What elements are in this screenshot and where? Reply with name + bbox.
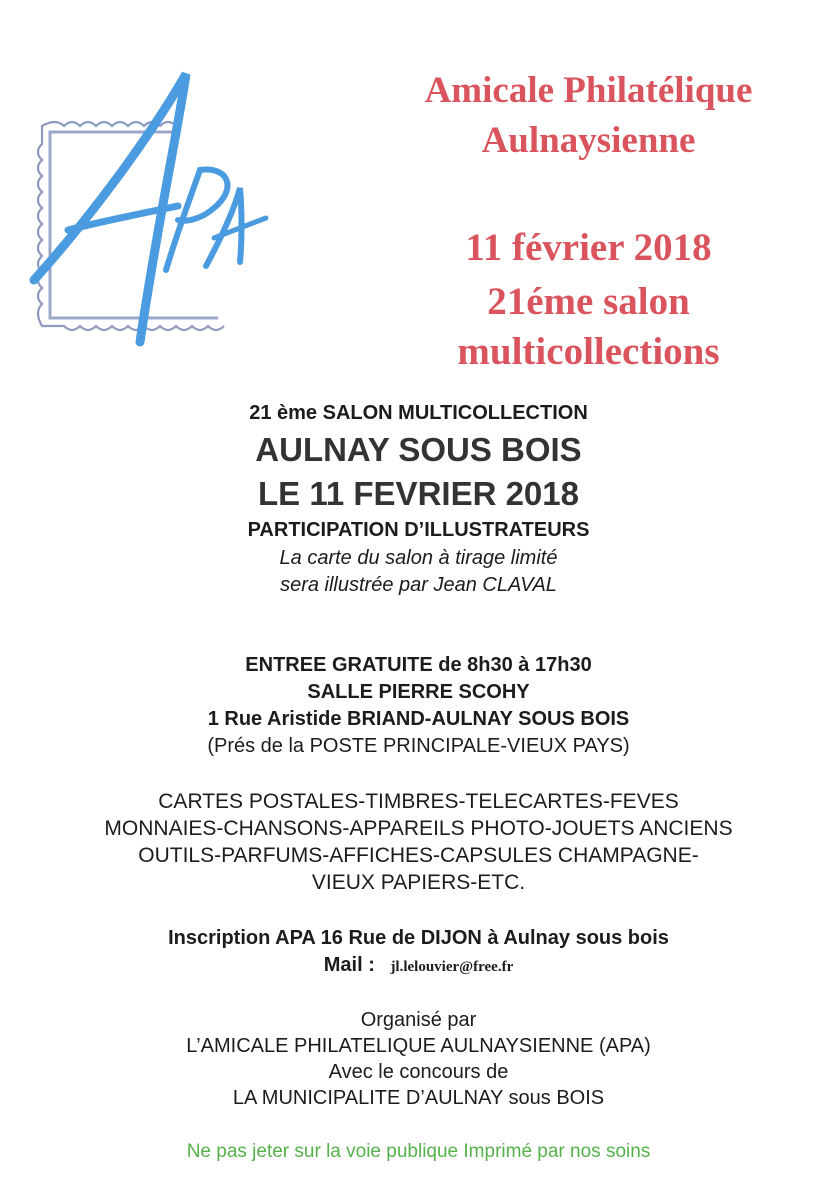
entry-info: ENTREE GRATUITE de 8h30 à 17h30 — [245, 654, 592, 676]
organizer-line3: Avec le concours de — [328, 1061, 509, 1083]
card-info-line1: La carte du salon à tirage limité — [279, 547, 558, 569]
organizer-line1: Organisé par — [360, 1009, 477, 1031]
org-name-line2: Aulnaysienne — [481, 120, 696, 161]
collections-line: VIEUX PAPIERS-ETC. — [311, 871, 526, 894]
apa-logo — [28, 70, 288, 355]
mail-address[interactable]: jl.lelouvier@free.fr — [390, 959, 514, 975]
collections-line: CARTES POSTALES-TIMBRES-TELECARTES-FEVES — [158, 790, 679, 813]
edition-line2: multicollections — [457, 330, 720, 373]
event-date: LE 11 FEVRIER 2018 — [258, 475, 579, 512]
collections-line: OUTILS-PARFUMS-AFFICHES-CAPSULES CHAMPAGNE- — [138, 844, 699, 867]
footer-notice: Ne pas jeter sur la voie publique Imprimé par nos soins — [186, 1141, 651, 1162]
organizer-line4: LA MUNICIPALITE D’AULNAY sous BOIS — [232, 1087, 605, 1109]
stamp-logo-icon — [28, 70, 288, 355]
venue-near: (Prés de la POSTE PRINCIPALE-VIEUX PAYS) — [207, 735, 630, 757]
org-name-line1: Amicale Philatélique — [424, 70, 753, 111]
mail-row — [0, 952, 837, 980]
mail-label: Mail : — [323, 954, 375, 976]
participation-text: PARTICIPATION D’ILLUSTRATEURS — [247, 519, 590, 541]
venue-hall: SALLE PIERRE SCOHY — [307, 681, 530, 703]
collections-line: MONNAIES-CHANSONS-APPAREILS PHOTO-JOUETS ANCIENS — [104, 817, 733, 840]
card-info-line2: sera illustrée par Jean CLAVAL — [280, 574, 557, 596]
edition-line1: 21éme salon — [487, 280, 690, 323]
salon-title: 21 ème SALON MULTICOLLECTION — [249, 402, 588, 424]
organizer-line2: L’AMICALE PHILATELIQUE AULNAYSIENNE (APA) — [186, 1035, 651, 1057]
event-city: AULNAY SOUS BOIS — [255, 431, 582, 468]
venue-address: 1 Rue Aristide BRIAND-AULNAY SOUS BOIS — [207, 708, 630, 730]
header-date: 11 février 2018 — [465, 226, 712, 269]
inscription-info: Inscription APA 16 Rue de DIJON à Aulnay sous bois — [168, 927, 669, 949]
